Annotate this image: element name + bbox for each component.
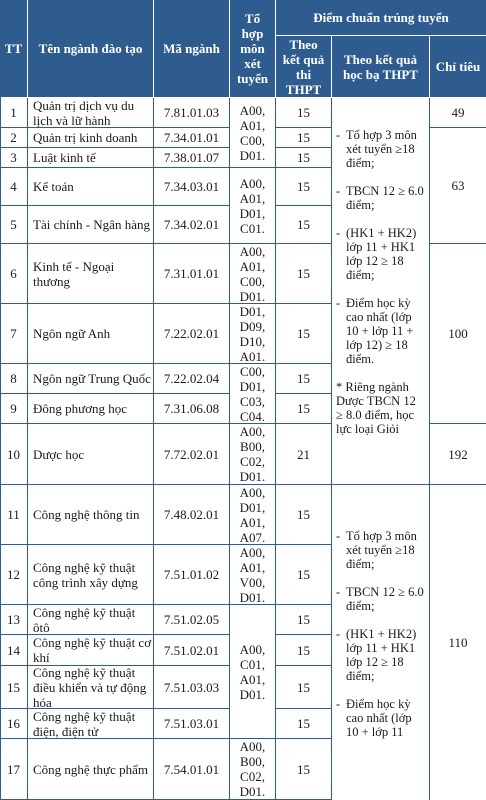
- row-thpt-score: 15: [276, 666, 332, 709]
- row-major-name: Kế toán: [28, 168, 154, 206]
- row-major-code: 7.22.02.04: [154, 364, 230, 394]
- row-tt: 5: [0, 206, 28, 244]
- criteria-item: - (HK1 + HK2) lớp 11 + HK1 lớp 12 ≥ 18 điểm;: [336, 627, 425, 683]
- row-thpt-score: 15: [276, 304, 332, 364]
- row-major-code: 7.34.02.01: [154, 206, 230, 244]
- row-combo: A00, C01, A01, D01.: [230, 605, 276, 739]
- row-major-name: Tài chính - Ngân hàng: [28, 206, 154, 244]
- row-thpt-score: 15: [276, 128, 332, 148]
- criteria-item: - Tổ hợp 3 môn xét tuyển ≥18 điểm;: [336, 128, 425, 170]
- criteria-item: - TBCN 12 ≥ 6.0 điểm;: [336, 585, 425, 613]
- row-thpt-score: 15: [276, 605, 332, 635]
- row-thpt-score: 21: [276, 424, 332, 485]
- row-thpt-score: 15: [276, 364, 332, 394]
- row-major-code: 7.38.01.07: [154, 148, 230, 168]
- row-tt: 9: [0, 394, 28, 424]
- row-tt: 8: [0, 364, 28, 394]
- header-combo: Tổ hợp môn xét tuyển: [230, 0, 276, 98]
- row-thpt-score: 15: [276, 739, 332, 800]
- row-major-code: 7.48.02.01: [154, 485, 230, 545]
- row-tt: 7: [0, 304, 28, 364]
- row-major-code: 7.51.02.01: [154, 635, 230, 666]
- row-major-name: Kinh tế - Ngoại thương: [28, 244, 154, 304]
- row-combo: C00, D01, C03, C04.: [230, 364, 276, 424]
- header-tt: TT: [0, 0, 28, 98]
- row-tt: 10: [0, 424, 28, 485]
- row-thpt-score: 15: [276, 148, 332, 168]
- header-thpt: Theo kết quả thi THPT: [276, 36, 332, 98]
- row-major-code: 7.54.01.01: [154, 739, 230, 800]
- row-thpt-score: 15: [276, 709, 332, 739]
- row-tt: 11: [0, 485, 28, 545]
- row-major-name: Quản trị kinh doanh: [28, 128, 154, 148]
- header-score-group: Điểm chuẩn trúng tuyển: [276, 0, 486, 36]
- row-major-name: Dược học: [28, 424, 154, 485]
- row-major-code: 7.81.01.03: [154, 98, 230, 128]
- row-tt: 15: [0, 666, 28, 709]
- row-major-code: 7.31.06.08: [154, 394, 230, 424]
- quota-cell: 192: [430, 424, 486, 485]
- row-combo: D01, D09, D10, A01.: [230, 304, 276, 364]
- row-major-name: Công nghệ kỹ thuật điện, điện tử: [28, 709, 154, 739]
- quota-cell: 100: [430, 244, 486, 424]
- row-combo: A00, A01, C00, D01.: [230, 244, 276, 304]
- row-thpt-score: 15: [276, 98, 332, 128]
- header-hocba: Theo kết quả học bạ THPT: [332, 36, 430, 98]
- row-major-name: Công nghệ thực phẩm: [28, 739, 154, 800]
- row-tt: 6: [0, 244, 28, 304]
- row-tt: 4: [0, 168, 28, 206]
- criteria-item: - Tổ hợp 3 môn xét tuyển ≥18 điểm;: [336, 529, 425, 571]
- row-thpt-score: 15: [276, 168, 332, 206]
- row-major-code: 7.51.03.03: [154, 666, 230, 709]
- row-thpt-score: 15: [276, 635, 332, 666]
- row-thpt-score: 15: [276, 394, 332, 424]
- row-combo: A00, B00, C02, D01.: [230, 424, 276, 485]
- row-tt: 1: [0, 98, 28, 128]
- criteria-item: - TBCN 12 ≥ 6.0 điểm;: [336, 184, 425, 212]
- hocba-criteria-block-1: [332, 98, 430, 485]
- row-major-name: Ngôn ngữ Trung Quốc: [28, 364, 154, 394]
- pharmacy-note: * Riêng ngành Dược TBCN 12 ≥ 8.0 điểm, học lực loại Giỏi: [336, 380, 416, 436]
- row-major-code: 7.31.01.01: [154, 244, 230, 304]
- row-combo: A00, A01, C00, D01.: [230, 98, 276, 168]
- header-major: Tên ngành đào tạo: [28, 0, 154, 98]
- row-tt: 13: [0, 605, 28, 635]
- row-major-code: 7.22.02.01: [154, 304, 230, 364]
- row-tt: 14: [0, 635, 28, 666]
- row-major-name: Công nghệ kỹ thuật ôtô: [28, 605, 154, 635]
- row-major-name: Ngôn ngữ Anh: [28, 304, 154, 364]
- row-major-name: Công nghệ kỹ thuật công trình xây dựng: [28, 545, 154, 605]
- criteria-item: - Điểm học kỳ cao nhất (lớp 10 + lớp 11: [336, 697, 425, 739]
- quota-cell: 110: [448, 635, 468, 650]
- row-major-name: Quản trị dịch vụ du lịch và lữ hành: [28, 98, 154, 128]
- row-tt: 12: [0, 545, 28, 605]
- row-combo: A00, A01, D01, C01.: [230, 168, 276, 244]
- row-tt: 16: [0, 709, 28, 739]
- row-major-code: 7.72.02.01: [154, 424, 230, 485]
- row-combo: A00, B00, C02, D01.: [230, 739, 276, 800]
- row-combo: A00, D01, A01, A07.: [230, 485, 276, 545]
- row-major-code: 7.51.01.02: [154, 545, 230, 605]
- quota-cell: 63: [430, 128, 486, 244]
- row-tt: 17: [0, 739, 28, 800]
- row-tt: 3: [0, 148, 28, 168]
- header-code: Mã ngành: [154, 0, 230, 98]
- criteria-item: - (HK1 + HK2) lớp 11 + HK1 lớp 12 ≥ 18 điểm;: [336, 226, 425, 282]
- row-major-name: Đông phương học: [28, 394, 154, 424]
- row-major-name: Công nghệ kỹ thuật cơ khí: [28, 635, 154, 666]
- row-thpt-score: 15: [276, 485, 332, 545]
- row-thpt-score: 15: [276, 244, 332, 304]
- row-major-name: Công nghệ thông tin: [28, 485, 154, 545]
- row-major-name: Luật kinh tế: [28, 148, 154, 168]
- row-major-code: 7.51.02.05: [154, 605, 230, 635]
- row-thpt-score: 15: [276, 206, 332, 244]
- row-major-code: 7.51.03.01: [154, 709, 230, 739]
- criteria-item: - Điểm học kỳ cao nhất (lớp 10 + lớp 11 + lớp 12) ≥ 18 điểm.: [336, 296, 425, 366]
- row-combo: A00, A01, V00, D01.: [230, 545, 276, 605]
- header-quota: Chỉ tiêu: [430, 36, 486, 98]
- quota-cell: 49: [430, 98, 486, 128]
- row-thpt-score: 15: [276, 545, 332, 605]
- row-major-code: 7.34.03.01: [154, 168, 230, 206]
- row-major-code: 7.34.01.01: [154, 128, 230, 148]
- row-tt: 2: [0, 128, 28, 148]
- row-major-name: Công nghệ kỹ thuật điều khiển và tự động hóa: [28, 666, 154, 709]
- hocba-criteria-block-2: [332, 485, 430, 800]
